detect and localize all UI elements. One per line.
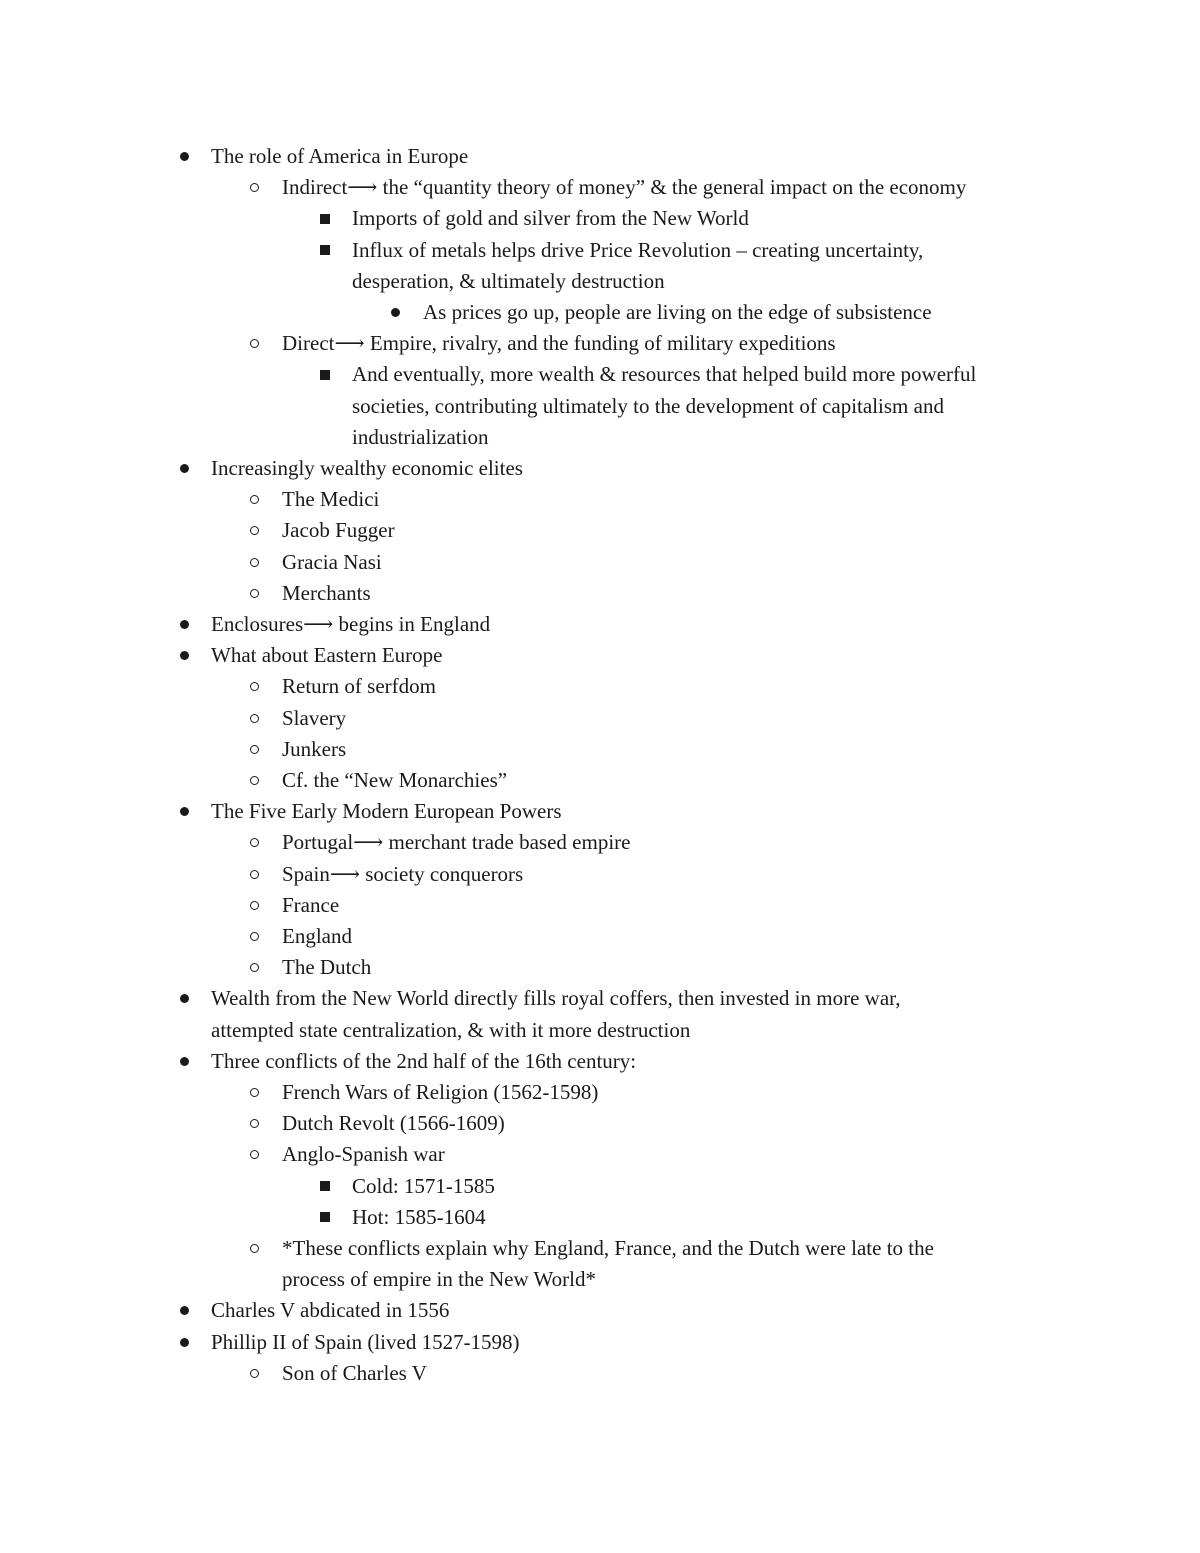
hollow-bullet-icon [250,952,259,983]
filled-bullet-icon [180,983,189,1014]
note-text: Imports of gold and silver from the New World [352,206,749,231]
note-text: Enclosures⟶ begins in England [211,612,491,636]
note-text: Phillip II of Spain (lived 1527-1598) [211,1329,520,1354]
note-text: Merchants [282,580,371,605]
hollow-bullet-icon [250,921,259,952]
hollow-bullet-icon [250,890,259,921]
note-text: Return of serfdom [282,674,436,699]
hollow-bullet-icon [250,328,259,359]
filled-bullet-icon [180,609,189,640]
hollow-bullet-icon [250,827,259,858]
hollow-bullet-icon [250,1108,259,1139]
note-text: industrialization [352,424,489,449]
note-text: Junkers [282,736,347,761]
hollow-bullet-icon [250,1233,259,1264]
note-text: Slavery [282,705,347,730]
hollow-bullet-icon [250,484,259,515]
square-bullet-icon [320,235,330,266]
filled-bullet-icon [180,453,189,484]
note-text: The Dutch [282,955,372,980]
hollow-bullet-icon [250,703,259,734]
square-bullet-icon [320,1171,330,1202]
note-text: Cf. the “New Monarchies” [282,768,508,792]
note-text: Cold: 1571-1585 [352,1173,495,1198]
note-text: Direct⟶ Empire, rivalry, and the funding of military expeditions [282,331,836,356]
note-text: Anglo-Spanish war [282,1142,445,1167]
filled-bullet-icon [180,1295,189,1326]
note-text: Three conflicts of the 2nd half of the 16th century: [211,1048,637,1073]
hollow-bullet-icon [250,515,259,546]
square-bullet-icon [320,359,330,390]
filled-bullet-icon [180,796,189,827]
note-text: What about Eastern Europe [211,643,443,668]
filled-bullet-icon [180,640,189,671]
note-text: The Medici [282,487,380,512]
note-text: Son of Charles V [282,1360,427,1385]
square-bullet-icon [320,203,330,234]
note-text: *These conflicts explain why England, France, and the Dutch were late to the [282,1236,934,1260]
note-text: As prices go up, people are living on the edge of subsistence [423,300,932,324]
note-text: France [282,892,340,917]
filled-bullet-icon [180,1046,189,1077]
hollow-bullet-icon [250,1139,259,1170]
note-text: Indirect⟶ the “quantity theory of money” & the general impact on the economy [282,175,967,200]
note-text: And eventually, more wealth & resources that helped build more powerful [352,362,977,387]
note-text: Gracia Nasi [282,549,382,574]
note-text: Dutch Revolt (1566-1609) [282,1111,505,1136]
note-text: Spain⟶ society conquerors [282,861,524,886]
note-text: attempted state centralization, & with it more destruction [211,1017,691,1042]
hollow-bullet-icon [250,172,259,203]
hollow-bullet-icon [250,671,259,702]
note-text: societies, contributing ultimately to the development of capitalism and [352,393,944,418]
hollow-bullet-icon [250,1358,259,1389]
filled-bullet-icon [391,297,400,328]
hollow-bullet-icon [250,734,259,765]
note-text: Wealth from the New World directly fills royal coffers, then invested in more war, [211,986,901,1011]
hollow-bullet-icon [250,765,259,796]
note-text: process of empire in the New World* [282,1267,597,1292]
hollow-bullet-icon [250,547,259,578]
note-text: The Five Early Modern European Powers [211,799,562,824]
note-text: Jacob Fugger [282,518,395,543]
note-text: Hot: 1585-1604 [352,1204,486,1229]
square-bullet-icon [320,1202,330,1233]
note-text: England [282,924,352,948]
note-text: Charles V abdicated in 1556 [211,1298,450,1323]
note-text: Portugal⟶ merchant trade based empire [282,830,631,855]
note-text: Increasingly wealthy economic elites [211,456,523,480]
hollow-bullet-icon [250,578,259,609]
hollow-bullet-icon [250,1077,259,1108]
filled-bullet-icon [180,1327,189,1358]
note-text: French Wars of Religion (1562-1598) [282,1080,599,1104]
note-text: desperation, & ultimately destruction [352,268,665,293]
filled-bullet-icon [180,141,189,172]
note-text: Influx of metals helps drive Price Revolution – creating uncertainty, [352,237,924,262]
hollow-bullet-icon [250,859,259,890]
note-text: The role of America in Europe [211,144,469,168]
